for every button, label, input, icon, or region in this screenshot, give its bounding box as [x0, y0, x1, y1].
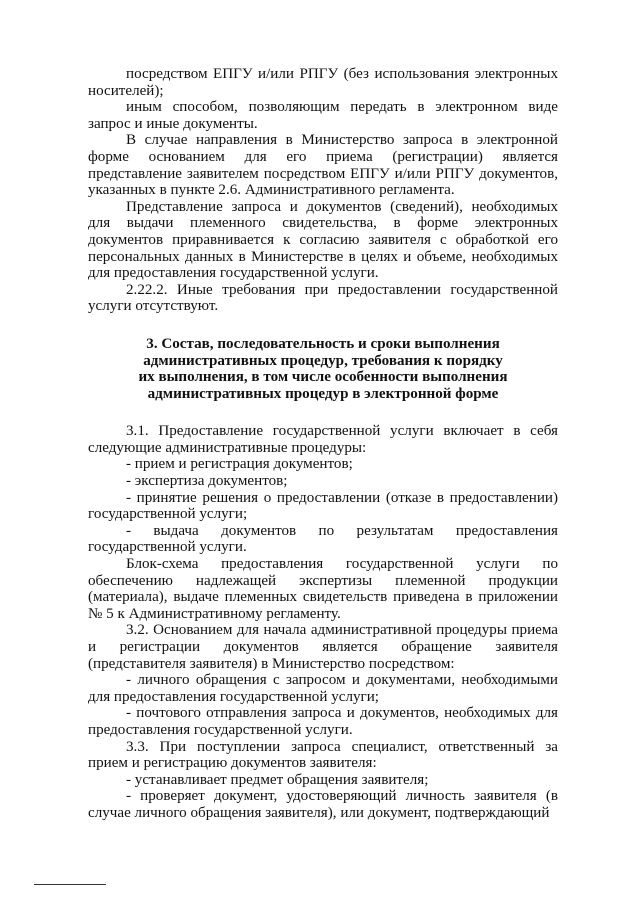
heading-line: их выполнения, в том числе особенности выполнения — [138, 369, 508, 386]
list-item: - прием и регистрация документов; — [126, 456, 353, 473]
paragraph: 2.22.2. Иные требования при предоставлении государственной услуги отсутствуют. — [88, 281, 558, 315]
paragraph: 3.1. Предоставление государственной услуги включает в себя следующие административные процедуры: — [88, 423, 558, 456]
list-item: - принятие решения о предоставлении (отказе в предоставлении) государственной услуги; — [88, 489, 558, 523]
heading-line: 3. Состав, последовательность и сроки выполнения — [146, 335, 500, 352]
footer-rule — [34, 884, 106, 885]
paragraph: Представление запроса и документов (сведений), необходимых для выдачи племенного свидетельства, в форме электронных документов приравнивается к согласию заявителя с обработкой его персональных данных в Министерстве в целях и объеме, необходимых для предоставления государственной услуги. — [88, 198, 558, 282]
paragraph: 3.2. Основанием для начала административной процедуры приема и регистрации документов является обращение заявителя (представителя заявителя) в Министерство посредством: — [88, 622, 558, 672]
heading-line: административных процедур в электронной форме — [147, 385, 499, 402]
list-item: - проверяет документ, удостоверяющий личность заявителя (в случае личного обращения заявителя), или документ, подтверждающий — [88, 788, 558, 821]
list-item: - экспертиза документов; — [126, 473, 288, 490]
paragraph: В случае направления в Министерство запроса в электронной форме основанием для его приема (регистрации) является представление заявителем посредством ЕПГУ и/или РПГУ документов, указанных в пункте 2.6. Административного регламента. — [88, 132, 558, 199]
list-item: - почтового отправления запроса и документов, необходимых для предоставления государственной услуги. — [88, 705, 558, 738]
list-item: - выдача документов по результатам предоставления государственной услуги. — [88, 522, 558, 556]
list-item: - устанавливает предмет обращения заявителя; — [126, 771, 429, 788]
section-heading — [88, 336, 558, 402]
list-item: - личного обращения с запросом и документами, необходимыми для предоставления государственной услуги; — [88, 672, 558, 705]
page-body — [88, 66, 558, 822]
paragraph: 3.3. При поступлении запроса специалист, ответственный за прием и регистрацию документов заявителя: — [88, 738, 558, 772]
paragraph: иным способом, позволяющим передать в электронном виде запрос и иные документы. — [88, 99, 558, 132]
heading-line: административных процедур, требования к порядку — [143, 352, 503, 369]
paragraph: посредством ЕПГУ и/или РПГУ (без использования электронных носителей); — [88, 66, 558, 99]
paragraph: Блок-схема предоставления государственной услуги по обеспечению надлежащей экспертизы племенной продукции (материала), выдаче племенных свидетельств приведена в приложении № 5 к Административному регламенту. — [88, 556, 558, 622]
